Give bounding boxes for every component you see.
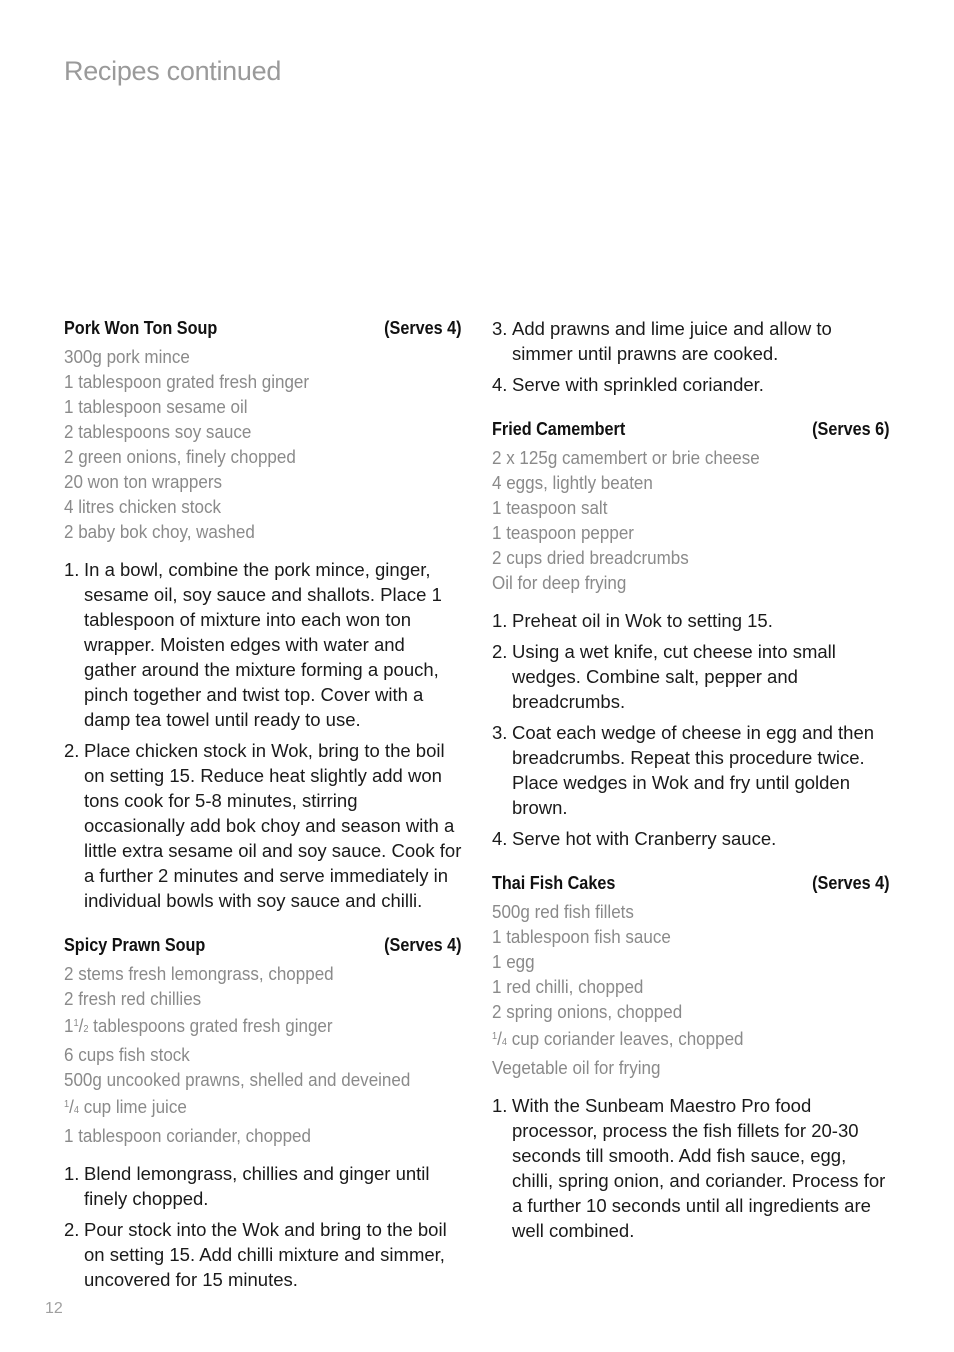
- ingredient: 1 red chilli, chopped: [492, 976, 644, 997]
- step-number: 4.: [492, 374, 508, 395]
- method-step: [492, 639, 890, 714]
- ingredient: 1 egg: [492, 951, 535, 972]
- right-column: [492, 316, 890, 1263]
- fraction-numerator: 1: [492, 1031, 498, 1042]
- method-step: [64, 557, 462, 732]
- ingredient: 1 tablespoon sesame oil: [64, 396, 248, 417]
- method-step: [492, 372, 890, 397]
- step-text: Preheat oil in Wok to setting 15.: [512, 610, 773, 631]
- step-number: 3.: [492, 318, 508, 339]
- fraction: $^1$/2: [73, 1015, 89, 1036]
- ingredient: [64, 1092, 430, 1123]
- method-step: [492, 1093, 890, 1243]
- ingredient: 1 teaspoon salt: [492, 497, 608, 518]
- method-step: [492, 826, 890, 851]
- step-text: Serve hot with Cranberry sauce.: [512, 828, 777, 849]
- recipe-header: [492, 871, 890, 896]
- step-number: 1.: [492, 1095, 508, 1116]
- ingredient: 20 won ton wrappers: [64, 471, 223, 492]
- ingredient-list: [64, 344, 462, 544]
- ingredient: 4 eggs, lightly beaten: [492, 472, 653, 493]
- fraction: $^1$/4: [492, 1028, 507, 1049]
- recipe-title: Spicy Prawn Soup: [64, 935, 206, 955]
- ingredient: [492, 1024, 858, 1055]
- ingredient: 1 tablespoon coriander, chopped: [64, 1125, 311, 1146]
- ingredient: 2 green onions, finely chopped: [64, 446, 296, 467]
- method-step: [492, 720, 890, 820]
- method-step: [64, 1217, 462, 1292]
- ingredient-text: cup coriander leaves, chopped: [506, 1028, 744, 1049]
- step-number: 2.: [64, 740, 80, 761]
- ingredient: 300g pork mince: [64, 346, 190, 367]
- step-text: Using a wet knife, cut cheese into small wedges. Combine salt, pepper and breadcrumbs.: [512, 641, 836, 712]
- ingredient: 2 tablespoons soy sauce: [64, 421, 252, 442]
- step-number: 1.: [64, 559, 80, 580]
- fraction-denominator: 4: [73, 1105, 79, 1116]
- method-steps: [492, 1093, 890, 1243]
- ingredient: 6 cups fish stock: [64, 1044, 190, 1065]
- ingredient-text: tablespoons grated fresh ginger: [88, 1015, 333, 1036]
- recipe-spicy-prawn-soup: [64, 933, 462, 1292]
- method-step: [64, 738, 462, 913]
- ingredient: 2 cups dried breadcrumbs: [492, 547, 689, 568]
- recipe-thai-fish-cakes: [492, 871, 890, 1243]
- ingredient-list: [492, 899, 890, 1080]
- method-steps: [64, 1161, 462, 1292]
- recipe-fried-camembert: [492, 417, 890, 851]
- method-steps: [64, 557, 462, 913]
- recipe-serves: (Serves 4): [384, 935, 462, 955]
- recipe-header: [64, 933, 462, 958]
- recipe-title: Thai Fish Cakes: [492, 873, 616, 893]
- step-text: Add prawns and lime juice and allow to simmer until prawns are cooked.: [512, 318, 832, 364]
- step-text: Blend lemongrass, chillies and ginger until finely chopped.: [84, 1163, 430, 1209]
- ingredient-list: [492, 445, 890, 595]
- step-text: In a bowl, combine the pork mince, ginger, sesame oil, soy sauce and shallots. Place 1 tablespoon of mixture into each won ton wrapper. Moisten edges with water and gather around the mixture forming a pouch, pinch together and twist top. Cover with a damp tea towel until ready to use.: [84, 559, 442, 730]
- page-title: Recipes continued: [64, 56, 282, 86]
- method-steps: [492, 608, 890, 851]
- ingredient: 4 litres chicken stock: [64, 496, 222, 517]
- ingredient: Oil for deep frying: [492, 572, 627, 593]
- method-step: [492, 608, 890, 633]
- recipe-title: Fried Camembert: [492, 419, 626, 439]
- ingredient: 1 tablespoon grated fresh ginger: [64, 371, 310, 392]
- ingredient: Vegetable oil for frying: [492, 1057, 661, 1078]
- ingredient: 2 x 125g camembert or brie cheese: [492, 447, 760, 468]
- method-step: [492, 316, 890, 366]
- ingredient: 1 teaspoon pepper: [492, 522, 634, 543]
- recipe-serves: (Serves 6): [812, 419, 890, 439]
- fraction-numerator: 1: [73, 1018, 79, 1029]
- method-steps: [492, 316, 890, 397]
- left-column: [64, 316, 462, 1312]
- recipe-serves: (Serves 4): [384, 318, 462, 338]
- step-number: 4.: [492, 828, 508, 849]
- ingredient: 500g uncooked prawns, shelled and deveined: [64, 1069, 411, 1090]
- recipe-pork-won-ton-soup: [64, 316, 462, 913]
- fraction-numerator: 1: [64, 1099, 70, 1110]
- step-text: Serve with sprinkled coriander.: [512, 374, 764, 395]
- step-number: 2.: [492, 641, 508, 662]
- fraction: $^1$/4: [64, 1096, 79, 1117]
- ingredient: 2 spring onions, chopped: [492, 1001, 683, 1022]
- step-text: Place chicken stock in Wok, bring to the boil on setting 15. Reduce heat slightly add won tons cook for 5-8 minutes, stirring occasionally add bok choy and season with a little extra sesame oil and soy sauce. Cook for a further 2 minutes and serve immediately in individual bowls with soy sauce and chilli.: [84, 740, 462, 911]
- step-text: Pour stock into the Wok and bring to the boil on setting 15. Add chilli mixture and simmer, uncovered for 15 minutes.: [84, 1219, 447, 1290]
- recipe-spicy-prawn-soup-continued: [492, 316, 890, 397]
- method-step: [64, 1161, 462, 1211]
- recipe-serves: (Serves 4): [812, 873, 890, 893]
- step-number: 1.: [64, 1163, 80, 1184]
- quantity-whole: 1: [64, 1015, 74, 1036]
- fraction-denominator: 4: [501, 1037, 507, 1048]
- step-text: Coat each wedge of cheese in egg and then breadcrumbs. Repeat this procedure twice. Place wedges in Wok and fry until golden brown.: [512, 722, 875, 818]
- step-text: With the Sunbeam Maestro Pro food processor, process the fish fillets for 20-30 seconds till smooth. Add fish sauce, egg, chilli, spring onion, and coriander. Process for a further 10 seconds until all ingredients are well combined.: [512, 1095, 886, 1241]
- ingredient: 2 stems fresh lemongrass, chopped: [64, 963, 334, 984]
- step-number: 2.: [64, 1219, 80, 1240]
- ingredient-list: [64, 961, 462, 1148]
- recipe-header: [64, 316, 462, 341]
- recipe-header: [492, 417, 890, 442]
- ingredient: [64, 1011, 430, 1042]
- ingredient: 1 tablespoon fish sauce: [492, 926, 671, 947]
- ingredient: 2 fresh red chillies: [64, 988, 202, 1009]
- recipe-title: Pork Won Ton Soup: [64, 318, 218, 338]
- page-number: 12: [45, 1300, 63, 1317]
- step-number: 1.: [492, 610, 508, 631]
- ingredient: 500g red fish fillets: [492, 901, 634, 922]
- step-number: 3.: [492, 722, 508, 743]
- fraction-denominator: 2: [83, 1024, 89, 1035]
- ingredient: 2 baby bok choy, washed: [64, 521, 255, 542]
- ingredient-text: cup lime juice: [78, 1096, 187, 1117]
